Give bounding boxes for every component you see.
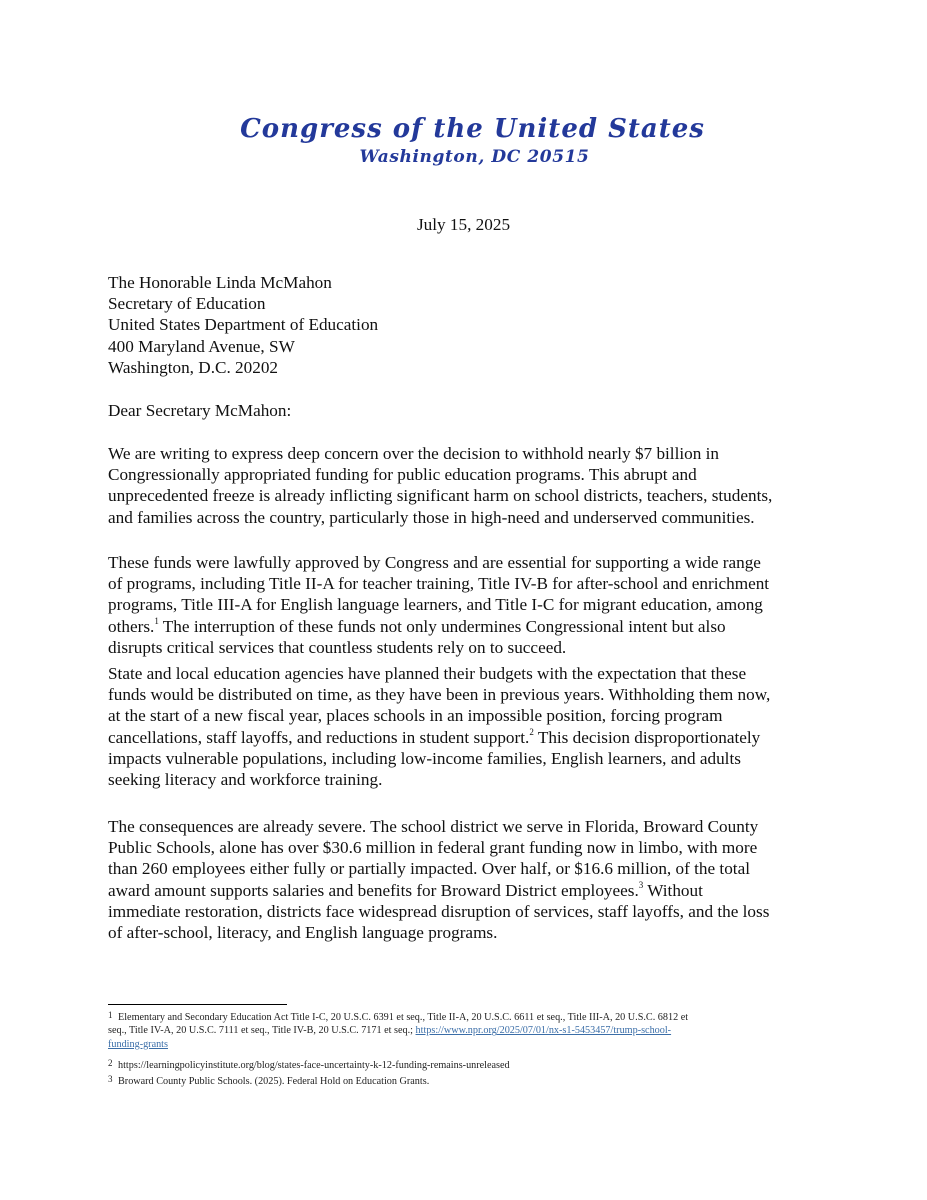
- paragraph-line: [108, 880, 769, 901]
- paragraph-line: of after-school, literacy, and English language programs.: [108, 923, 498, 943]
- paragraph-line: immediate restoration, districts face widespread disruption of services, staff layoffs, and the loss: [108, 901, 770, 921]
- footnote-line: [108, 1011, 828, 1024]
- letterhead-title: Congress of the United States: [240, 114, 705, 144]
- paragraph-line: State and local education agencies have planned their budgets with the expectation that these: [108, 664, 747, 683]
- paragraph-line: [108, 616, 769, 637]
- letterhead: [0, 112, 927, 168]
- footnote-3: [108, 1075, 828, 1088]
- text-run: others.: [108, 616, 155, 636]
- text-run: The interruption of these funds not only undermines Congressional intent but also: [158, 616, 726, 636]
- footnote-number: 3: [108, 1074, 113, 1084]
- footnote-text: seq., Title IV-A, 20 U.S.C. 7111 et seq., Title IV-B, 20 U.S.C. 7171 et seq.;: [108, 1025, 416, 1037]
- paragraph-line: The consequences are already severe. The school district we serve in Florida, Broward County: [108, 817, 759, 836]
- paragraph-line: disrupts critical services that countless students rely on to succeed.: [108, 637, 567, 657]
- paragraph-line: programs, Title III-A for English language learners, and Title I-C for migrant education, among: [108, 595, 763, 615]
- footnote-number: 2: [108, 1058, 113, 1068]
- recipient-street: 400 Maryland Avenue, SW: [108, 336, 295, 356]
- paragraph-2: [108, 552, 769, 658]
- salutation: Dear Secretary McMahon:: [108, 401, 292, 420]
- footnote-ref-3: 3: [638, 879, 644, 890]
- paragraph-3: [108, 663, 770, 790]
- footnote-line: [108, 1059, 828, 1072]
- footnote-ref-1: 1: [154, 615, 159, 626]
- paragraph-line: than 260 employees either fully or partially impacted. Over half, or $16.6 million, of the total: [108, 859, 750, 879]
- npr-source-link-continued[interactable]: funding-grants: [108, 1038, 168, 1050]
- paragraph-line: Congressionally appropriated funding for public education programs. This abrupt and: [108, 465, 697, 485]
- paragraph-line: funds would be distributed on time, as they have been in previous years. Withholding them now,: [108, 685, 771, 705]
- text-run: cancellations, staff layoffs, and reductions in student support.: [108, 727, 530, 747]
- text-run: Without: [643, 880, 703, 900]
- text-run: This decision disproportionately: [533, 727, 761, 747]
- footnote-line: [108, 1038, 828, 1051]
- footnote-number: 1: [108, 1010, 113, 1020]
- footnote-text: Elementary and Secondary Education Act Title I-C, 20 U.S.C. 6391 et seq., Title II-A, 20 U.S.C. 6611 et seq., Title III-A, 20 U.S.C. 6812 et: [118, 1012, 689, 1023]
- paragraph-line: [108, 727, 770, 748]
- recipient-city: Washington, D.C. 20202: [108, 357, 279, 377]
- paragraph-1: [108, 443, 772, 528]
- paragraph-line: of programs, including Title II-A for teacher training, Title IV-B for after-school and enrichment: [108, 574, 770, 594]
- npr-source-link[interactable]: https://www.npr.org/2025/07/01/nx-s1-5453457/trump-school-: [415, 1025, 672, 1037]
- paragraph-line: at the start of a new fiscal year, places schools in an impossible position, forcing program: [108, 706, 723, 726]
- letterhead-subtitle: Washington, DC 20515: [359, 147, 590, 167]
- footnote-divider: [108, 1004, 287, 1005]
- footnote-line: [108, 1024, 828, 1037]
- paragraph-line: Public Schools, alone has over $30.6 million in federal grant funding now in limbo, with more: [108, 838, 758, 858]
- letter-date: July 15, 2025: [416, 215, 511, 234]
- recipient-department: United States Department of Education: [108, 315, 379, 335]
- paragraph-line: impacts vulnerable populations, including low-income families, English learners, and adults: [108, 748, 741, 768]
- recipient-title: Secretary of Education: [108, 294, 266, 314]
- paragraph-line: These funds were lawfully approved by Congress and are essential for supporting a wide range: [108, 553, 761, 572]
- recipient-address: [108, 272, 378, 378]
- footnote-1: [108, 1011, 828, 1051]
- paragraph-line: unprecedented freeze is already inflicting significant harm on school districts, teachers, students,: [108, 486, 773, 506]
- paragraph-line: seeking literacy and workforce training.: [108, 770, 383, 790]
- footnote-text: Broward County Public Schools. (2025). Federal Hold on Education Grants.: [118, 1076, 430, 1087]
- text-run: award amount supports salaries and benefits for Broward District employees.: [108, 880, 639, 900]
- footnote-line: [108, 1075, 828, 1088]
- paragraph-line: and families across the country, particularly those in high-need and underserved communities.: [108, 507, 755, 527]
- footnote-2: [108, 1059, 828, 1072]
- footnote-ref-2: 2: [529, 726, 534, 737]
- paragraph-line: We are writing to express deep concern over the decision to withhold nearly $7 billion in: [108, 444, 719, 463]
- footnote-url: https://learningpolicyinstitute.org/blog/states-face-uncertainty-k-12-funding-remains-unreleased: [118, 1060, 510, 1071]
- recipient-name: The Honorable Linda McMahon: [108, 273, 332, 292]
- paragraph-4: [108, 816, 769, 943]
